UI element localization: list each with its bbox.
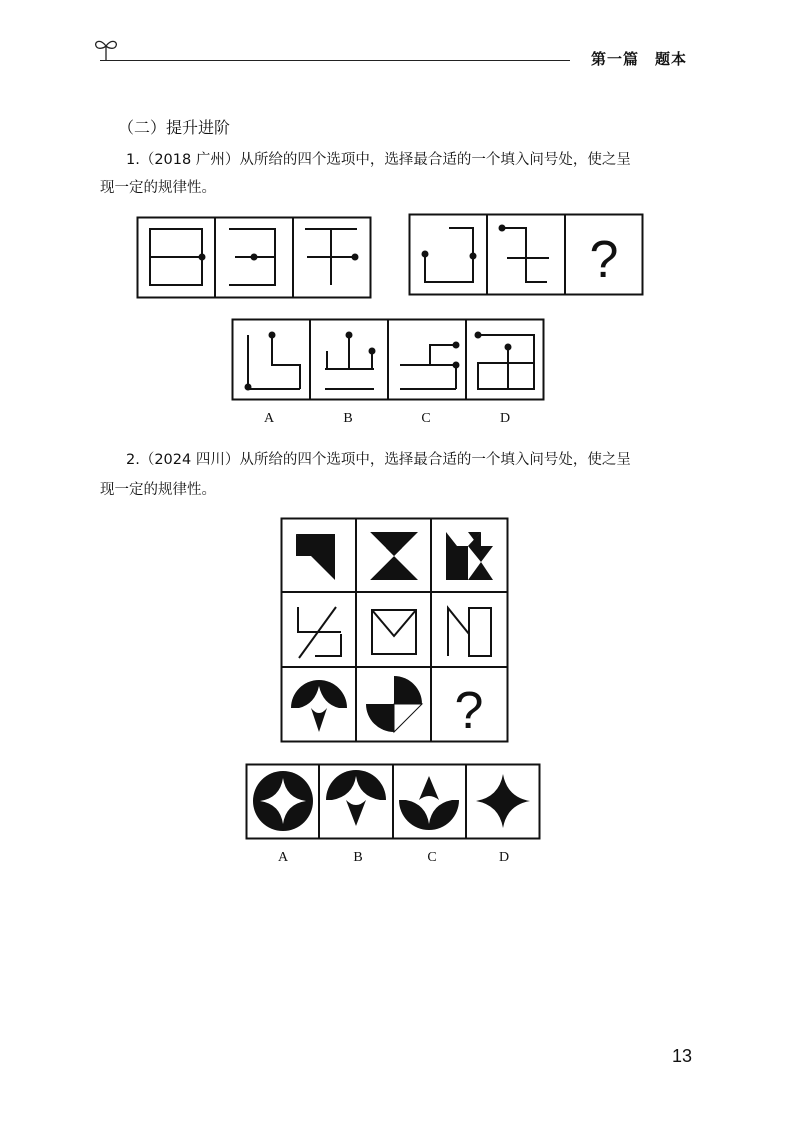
question-2-text-line2: 现一定的规律性。 <box>100 482 216 498</box>
page-number: 13 <box>672 1046 693 1066</box>
q1-stem-figure-3 <box>305 229 357 285</box>
q1-stem-figure-5 <box>502 228 549 282</box>
q1-stem-group-2 <box>409 214 643 296</box>
q1-option-d-figure <box>478 335 534 389</box>
q1-option-c-label[interactable]: C <box>421 411 431 426</box>
q1-stem-figure-4 <box>425 228 473 282</box>
question-2-text-line1: 2.（2024 四川）从所给的四个选项中，选择最合适的一个填入问号处，使之呈 <box>126 452 631 468</box>
q2-option-c-figure <box>399 776 459 830</box>
q2-stem-figure-8 <box>366 676 422 732</box>
q2-option-c-label[interactable]: C <box>427 850 437 865</box>
q2-option-b-figure <box>326 770 386 826</box>
q1-option-b-label[interactable]: B <box>343 411 353 426</box>
q2-stem-figure-4 <box>298 607 341 658</box>
q2-stem-figure-1 <box>296 534 335 580</box>
section-title: （二）提升进阶 <box>118 118 231 137</box>
q2-option-d-figure <box>476 774 530 828</box>
q2-option-a-figure <box>253 771 313 831</box>
q2-stem-figure-2 <box>370 532 418 580</box>
q2-option-a-label[interactable]: A <box>277 850 289 865</box>
q1-option-b-figure <box>325 335 374 389</box>
q2-stem-figure-3 <box>446 532 493 580</box>
q1-option-d-label[interactable]: D <box>499 411 511 426</box>
q1-stem-group-1 <box>137 217 371 299</box>
question-1-text-line1: 1.（2018 广州）从所给的四个选项中，选择最合适的一个填入问号处，使之呈 <box>126 152 631 168</box>
q2-stem-figure-5 <box>372 610 416 654</box>
q2-option-b-label[interactable]: B <box>353 850 363 865</box>
q2-options <box>246 764 540 839</box>
q2-stem-figure-6 <box>448 608 491 656</box>
q1-option-c-figure <box>400 345 456 389</box>
q1-stem-figure-1 <box>150 229 202 285</box>
q1-option-a-figure <box>248 335 300 389</box>
header-rule <box>100 60 570 61</box>
q1-options <box>232 319 544 401</box>
q1-question-mark: ? <box>589 231 619 289</box>
q2-question-mark: ? <box>454 682 484 740</box>
header-section-label: 第一篇 题本 <box>591 50 688 68</box>
question-1-text-line2: 现一定的规律性。 <box>100 180 216 196</box>
q2-option-d-label[interactable]: D <box>498 850 510 865</box>
q2-stem-figure-7 <box>291 680 347 732</box>
q2-stem-grid <box>281 518 508 742</box>
q1-option-a-label[interactable]: A <box>263 411 275 426</box>
sprout-logo-icon <box>92 36 120 62</box>
